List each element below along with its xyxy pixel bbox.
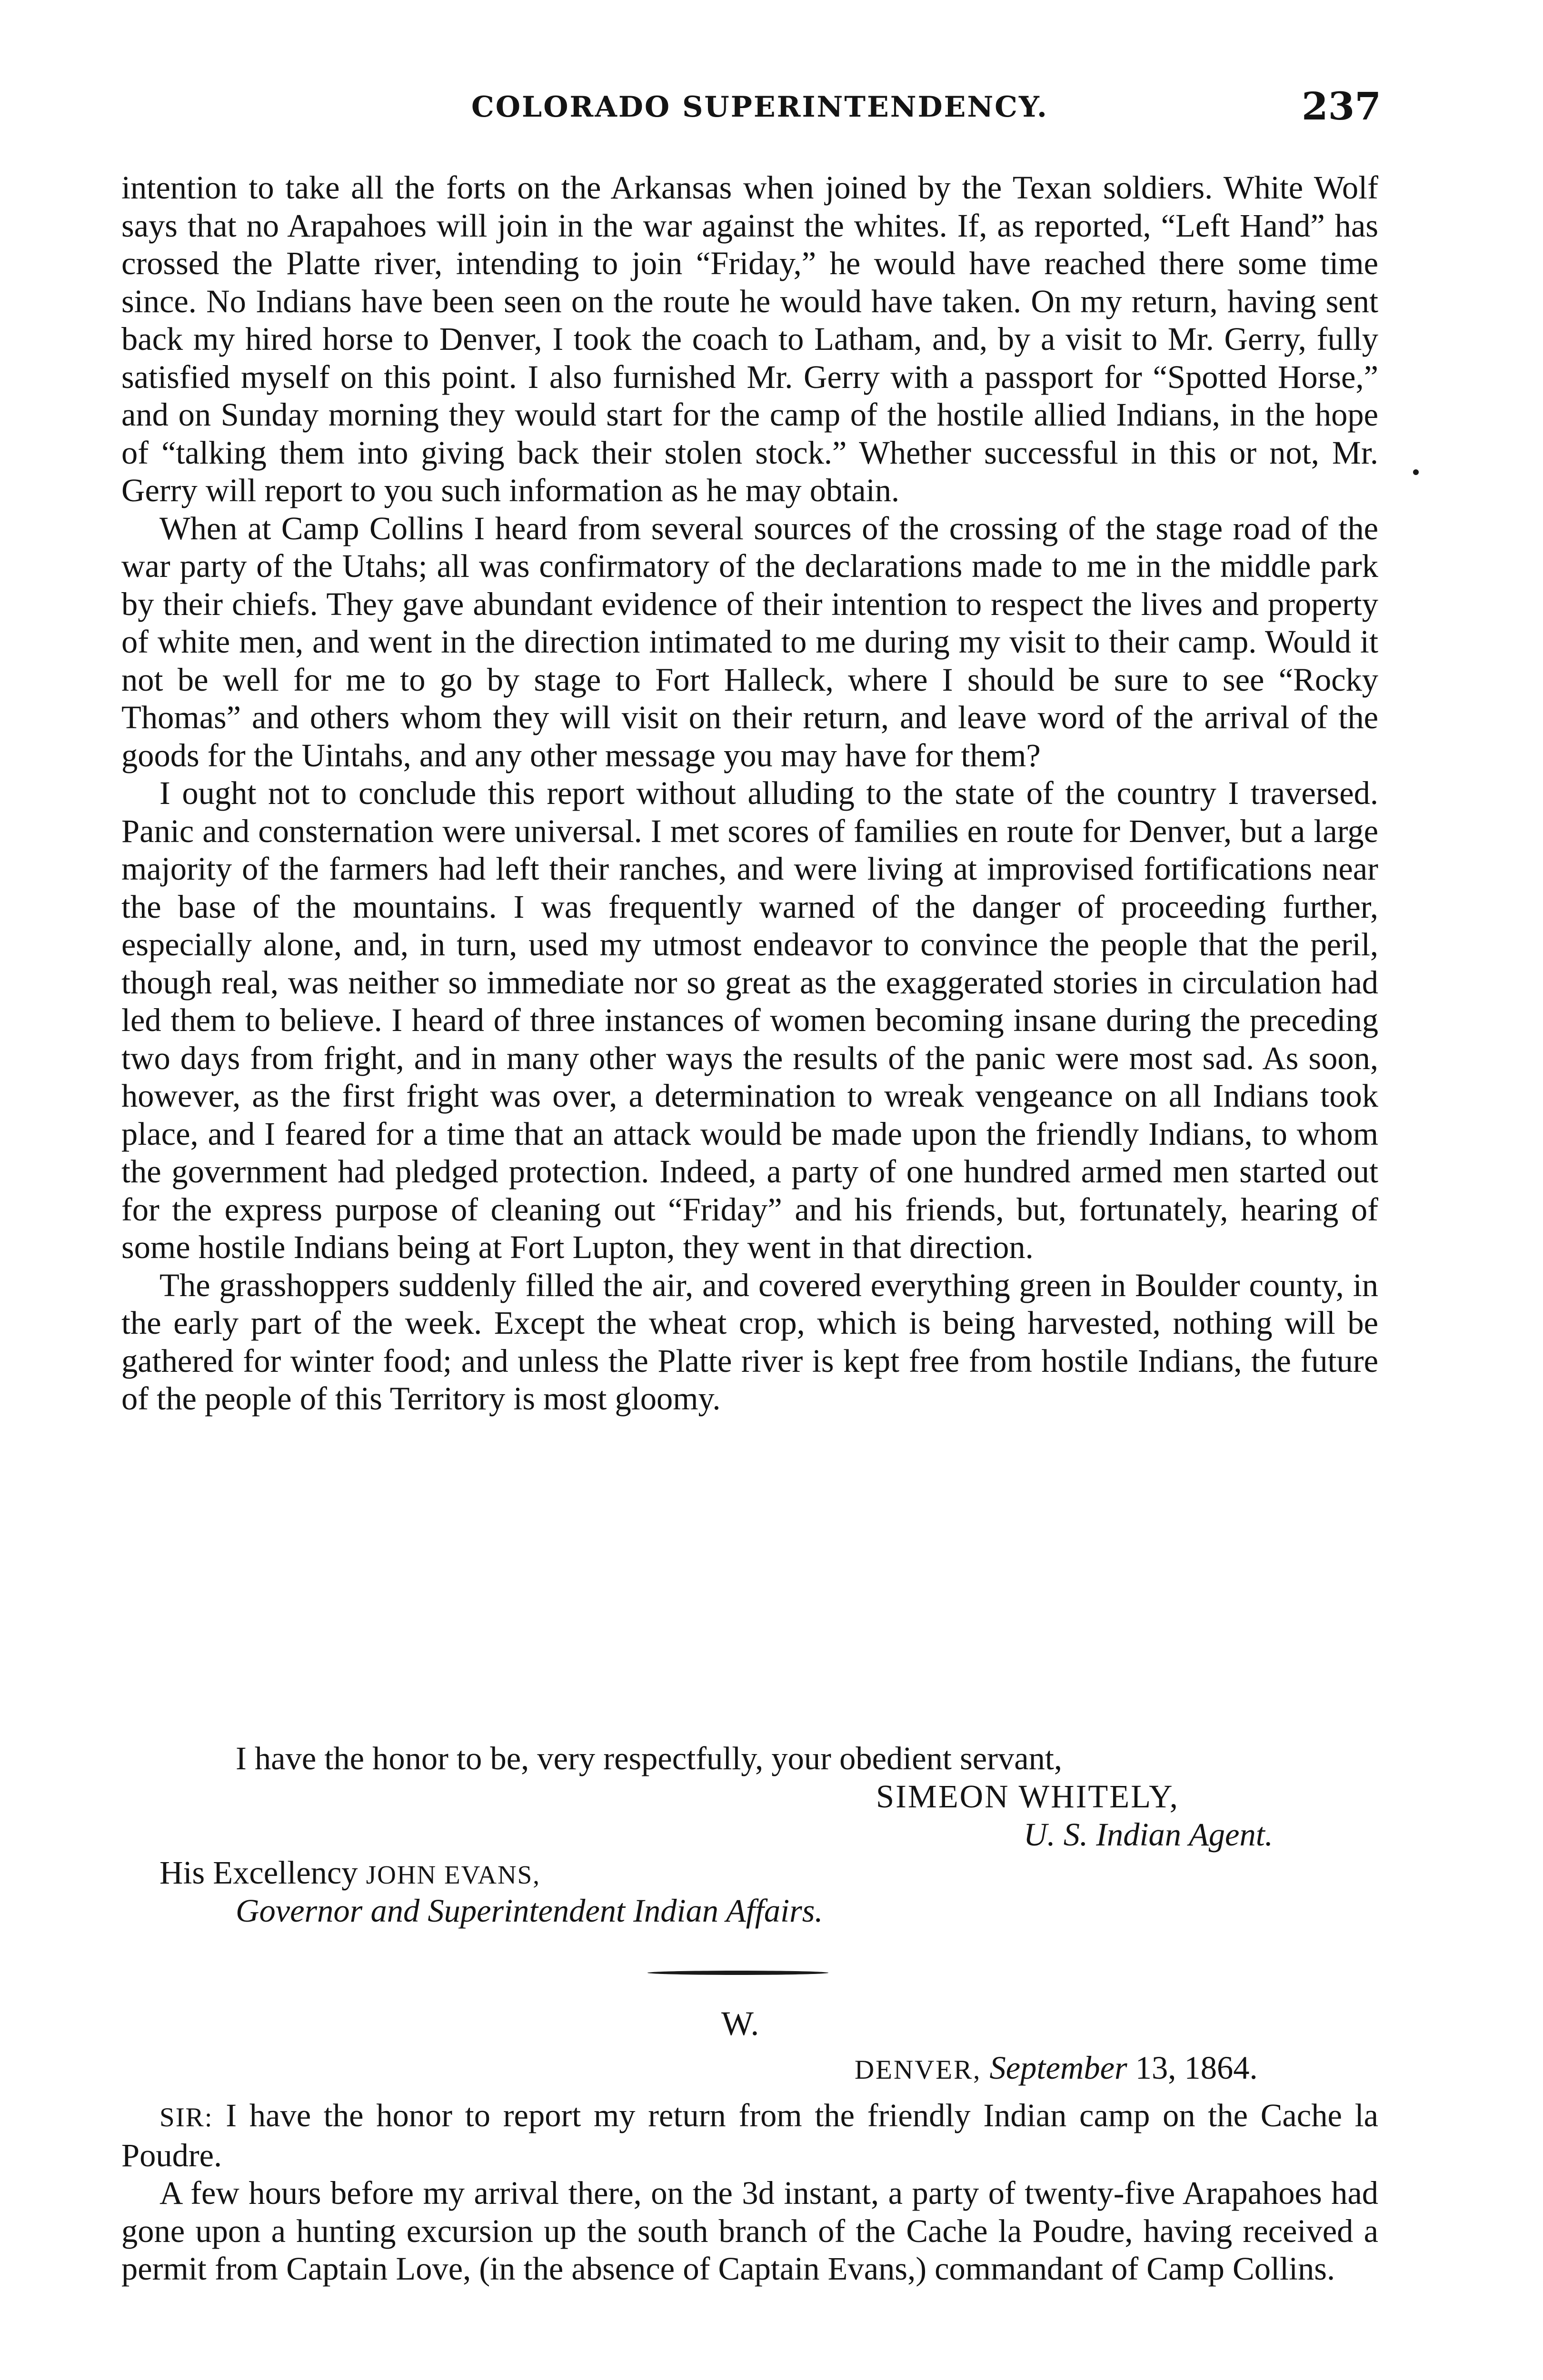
complimentary-close: I have the honor to be, very respectfully, your obedient servant, [236, 1740, 1063, 1776]
paragraph: A few hours before my arrival there, on the 3d instant, a party of twenty-five Arapahoes had gone upon a hunting excursion up the south branch of the Cache la Poudre, having received a permit from Captain Love, (in the absence of Captain Evans,) commandant of Camp Collins. [121, 2175, 1378, 2287]
section-heading: W. [721, 2004, 759, 2043]
letter-body [121, 2097, 1378, 2288]
addressee-name: JOHN EVANS, [366, 1860, 541, 1889]
running-head: COLORADO SUPERINTENDENCY. [471, 90, 1048, 124]
signature-name: SIMEON WHITELY, [876, 1778, 1179, 1815]
addressee-prefix: His Excellency [159, 1854, 366, 1891]
signature-title: U. S. Indian Agent. [1024, 1816, 1273, 1853]
paragraph [121, 2097, 1378, 2174]
report-body [121, 169, 1378, 1418]
section-divider [647, 1971, 828, 1975]
paragraph: The grasshoppers suddenly filled the air, and covered everything green in Boulder county, in the early part of the week. Except the wheat crop, which is being harvested, nothing will be gathered for winter food; and unless the Platte river is kept free from hostile Indians, the future of the people of this Territory is most gloomy. [121, 1267, 1378, 1417]
addressee [159, 1854, 540, 1892]
dateline [855, 2049, 1258, 2087]
paragraph: I ought not to conclude this report without alluding to the state of the country I traversed. Panic and consternation were universal. I met scores of families en route for Denver, but a large majority of the farmers had left their ranches, and were living at improvised fortifications near the base of the mountains. I was frequently warned of the danger of proceeding further, especially alone, and, in turn, used my utmost endeavor to convince the people that the peril, though real, was neither so immediate nor so great as the exaggerated stories in circulation had led them to believe. I heard of three instances of women becoming insane during the preceding two days from fright, and in many other ways the results of the panic were most sad. As soon, however, as the first fright was over, a determination to wreak vengeance on all Indians took place, and I feared for a time that an attack would be made upon the friendly Indians, to whom the government had pledged protection. Indeed, a party of one hundred armed men started out for the express purpose of cleaning out “Friday” and his friends, but, fortunately, hearing of some hostile Indians being at Fort Lupton, they went in that direction. [121, 775, 1378, 1265]
paragraph: intention to take all the forts on the Arkansas when joined by the Texan soldiers. White Wolf says that no Arapahoes will join in the war against the whites. If, as reported, “Left Hand” has crossed the Platte river, intending to join “Friday,” he would have reached there some time since. No Indians have been seen on the route he would have taken. On my return, having sent back my hired horse to Denver, I took the coach to Latham, and, by a visit to Mr. Gerry, fully satisfied myself on this point. I also furnished Mr. Gerry with a passport for “Spotted Horse,” and on Sunday morning they would start for the camp of the hostile allied Indians, in the hope of “talking them into giving back their stolen stock.” Whether successful in this or not, Mr. Gerry will report to you such information as he may obtain. [121, 169, 1378, 508]
dateline-day-year: 13, 1864. [1135, 2050, 1258, 2086]
paragraph: When at Camp Collins I heard from several sources of the crossing of the stage road of the war party of the Utahs; all was confirmatory of the declarations made to me in the middle park by their chiefs. They gave abundant evidence of their intention to respect the lives and property of white men, and went in the direction intimated to me during my visit to their camp. Would it not be well for me to go by stage to Fort Halleck, where I should be sure to see “Rocky Thomas” and others whom they will visit on their return, and leave word of the arrival of the goods for the Uintahs, and any other message you may have for them? [121, 510, 1378, 774]
page-number: 237 [1302, 84, 1381, 129]
margin-mark [1413, 469, 1419, 475]
paragraph-text: I have the honor to report my return from the friendly Indian camp on the Cache la Poudre. [121, 2097, 1379, 2173]
addressee-title: Governor and Superintendent Indian Affairs. [236, 1893, 823, 1929]
dateline-place: DENVER, [855, 2055, 982, 2085]
dateline-month: September [989, 2050, 1127, 2086]
salutation: SIR: [159, 2102, 213, 2132]
